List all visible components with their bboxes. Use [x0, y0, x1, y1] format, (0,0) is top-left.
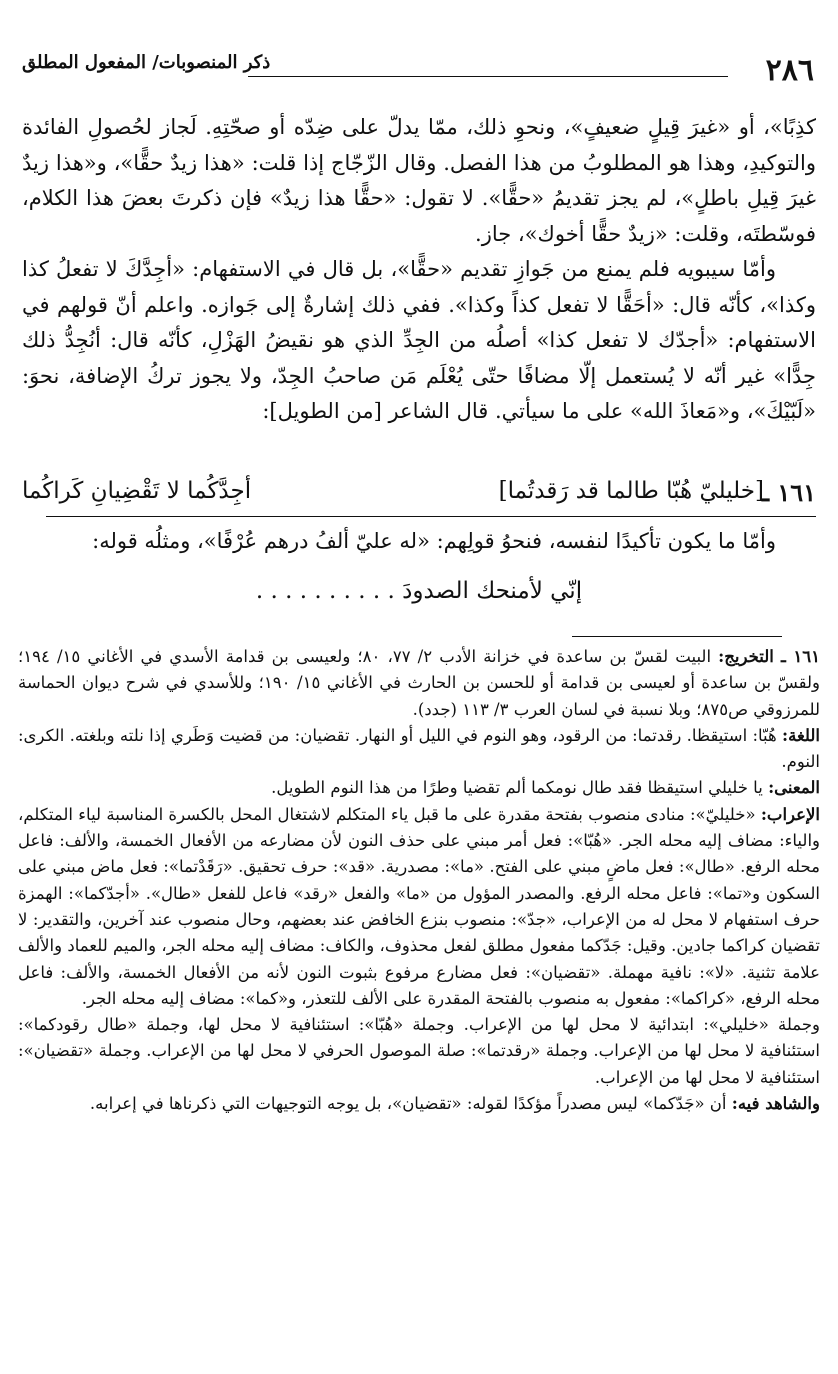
running-title: ذكر المنصوبات/ المفعول المطلق	[22, 52, 271, 73]
lugha-label: اللغة:	[782, 725, 820, 745]
quoted-verse: إنّي لأمنحك الصدودَ . . . . . . . . . .	[255, 578, 583, 604]
footnote-lugha	[18, 723, 820, 776]
shahid-text: أن «جَدّكما» ليس مصدراً مؤكدًا لقوله: «تقضيان»، بل يوجه التوجيهات التي ذكرناها في إعرابه.	[89, 1094, 727, 1114]
footnote	[18, 644, 820, 1117]
shahid-label: والشاهد فيه:	[731, 1094, 820, 1114]
footnote-shahid	[18, 1091, 820, 1117]
mana-text: يا خليلي استيقظا فقد طال نومكما ألم تقضيا وطرًا من هذا النوم الطويل.	[271, 778, 763, 798]
irab-text: «خليليّ»: منادى منصوب بفتحة مقدرة على ما قبل ياء المتكلم لاشتغال المحل بالكسرة المناسبة لياء المتكلم، والياء: مضاف إليه محله الجر. «هُبّا»: فعل أمر مبني على حذف النون لأن مضارعه من الأفعال الخمسة، والألف: فاعل محله الرفع. «طال»: فعل ماضٍ مبني على الفتح. «ما»: مصدرية. «قد»: حرف تحقيق. «رَقَدْتما»: فعل ماض مبني على السكون و«تما»: فاعل محله الرفع. والمصدر المؤول من «ما» والفعل «رقد» فاعل للفعل «طال». «أجدّكما»: الهمزة حرف استفهام لا محل له من الإعراب، «جدّ»: منصوب بنزع الخافض عند بعضهم، وحال منصوب عند آخرين، والتقدير: لا تقضيان كراكما جادين. وقيل: جَدّكما مفعول مطلق لفعل محذوف، والكاف: مضاف إليه محله الجر، والميم للعماد والألف علامة تثنية. «لا»: نافية مهملة. «تقضيان»: فعل مضارع مرفوع بثبوت النون لأنه من الأفعال الخمسة، والألف: فاعل محله الرفع، «كراكما»: مفعول به منصوب بالفتحة المقدرة على الألف للتعذر، و«كما»: مضاف إليه محله الجر.	[18, 804, 820, 1008]
lugha-text: هُبّا: استيقظا. رقدتما: من الرقود، وهو النوم في الليل أو النهار. تقضيان: من قضيت وَطَري إذا نلته وبلغته. الكرى: النوم.	[18, 725, 820, 772]
verse-underline	[46, 516, 816, 517]
paragraph-2: وأمّا سيبويه فلم يمنع من جَوازِ تقديم «حقًّا»، بل قال في الاستفهام: «أجِدَّكَ لا تفعلُ كذا وكذا»، كأنّه قال: «أحَقًّا لا تفعل كذاً وكذا». ففي ذلك إشارةٌ إلى جَوازه. واعلم أنّ قولهم في الاستفهام: «أجدّك لا تفعل كذا» أصلُه من الجِدِّ الذي هو نقيضُ الهَزْلِ، كأنّه قال: أنُجِدُّ ذلك جِدًّا» غير أنّه لا يُستعمل إلّا مضافًا حتّى يُعْلَم مَن صاحبُ الجِدّ، ولا يجوز تركُ الإضافة، نحوَ: «لَبّيْكَ»، و«مَعاذَ الله» على ما سيأتي. قال الشاعر [من الطويل]:	[22, 257, 816, 423]
takhrij-text: البيت لقسّ بن ساعدة في خزانة الأدب ٢/ ٧٧، ٨٠؛ ولعيسى بن قدامة الأسدي في الأغاني ١٥/ ١٩٤؛ ولقسّ بن ساعدة أو لعيسى بن قدامة أو للحسن بن الحارث في الأغاني ١٥/ ١٩٠؛ وللأسدي في شرح ديوان الحماسة للمرزوقي ص٨٧٥؛ وبلا نسبة في لسان العرب ٣/ ١١٣ (جدد).	[18, 647, 820, 719]
paragraph-3: وأمّا ما يكون تأكيدًا لنفسه، فنحوُ قولِهم: «له عليّ ألفُ درهم عُرْفًا»، ومثلُه قوله:	[92, 529, 776, 553]
footnote-separator	[572, 636, 782, 637]
paragraph-1: كذِبًا»، أو «غيرَ قِيلٍ ضعيفٍ»، ونحوِ ذلك، ممّا يدلّ على ضِدّه أو صحّتِهِ. لَجاز لحُصولِ الفائدة والتوكيدِ، وهذا هو المطلوبُ من هذا الفصل. وقال الزّجّاج إذا قلت: «هذا زيدٌ حقًّا»، و«هذا زيدٌ غيرَ قِيلِ باطلٍ»، لم يجز تقديمُ «حقًّا». لا تقول: «حقًّا هذا زيدٌ» فإن ذكرتَ بعضَ هذا الكلام، فوسّطتَه، وقلت: «زيدٌ حقًّا أخوك»، جاز.	[22, 115, 816, 246]
mana-label: المعنى:	[768, 778, 820, 798]
verse-number: ١٦١ ـ	[761, 478, 816, 507]
irab-label: الإعراب:	[760, 804, 820, 824]
footnote-irab	[18, 802, 820, 1012]
verse-second-hemistich: أجِدَّكُما لا تَقْضِيانِ كَراكُما	[22, 478, 252, 504]
footnote-number: ١٦١ ـ	[780, 647, 820, 666]
footnote-takhrij	[18, 644, 820, 723]
main-text	[22, 110, 816, 430]
header-rule	[248, 76, 728, 77]
page-number: ٢٨٦	[765, 53, 814, 88]
footnote-mana	[18, 775, 820, 801]
footnote-jumal: وجملة «خليلي»: ابتدائية لا محل لها من الإعراب. وجملة «هُبّا»: استئنافية لا محل لها، وجملة «طال رقودكما»: استئنافية لا محل لها من الإعراب. وجملة «رقدتما»: صلة الموصول الحرفي لا محل لها من الإعراب. وجملة «تقضيان»: استئنافية لا محل لها من الإعراب.	[18, 1015, 820, 1087]
verse-first-hemistich: [خليليّ هُبّا طالما قد رَقدتُما]	[498, 478, 764, 504]
takhrij-label: التخريج:	[718, 647, 774, 666]
